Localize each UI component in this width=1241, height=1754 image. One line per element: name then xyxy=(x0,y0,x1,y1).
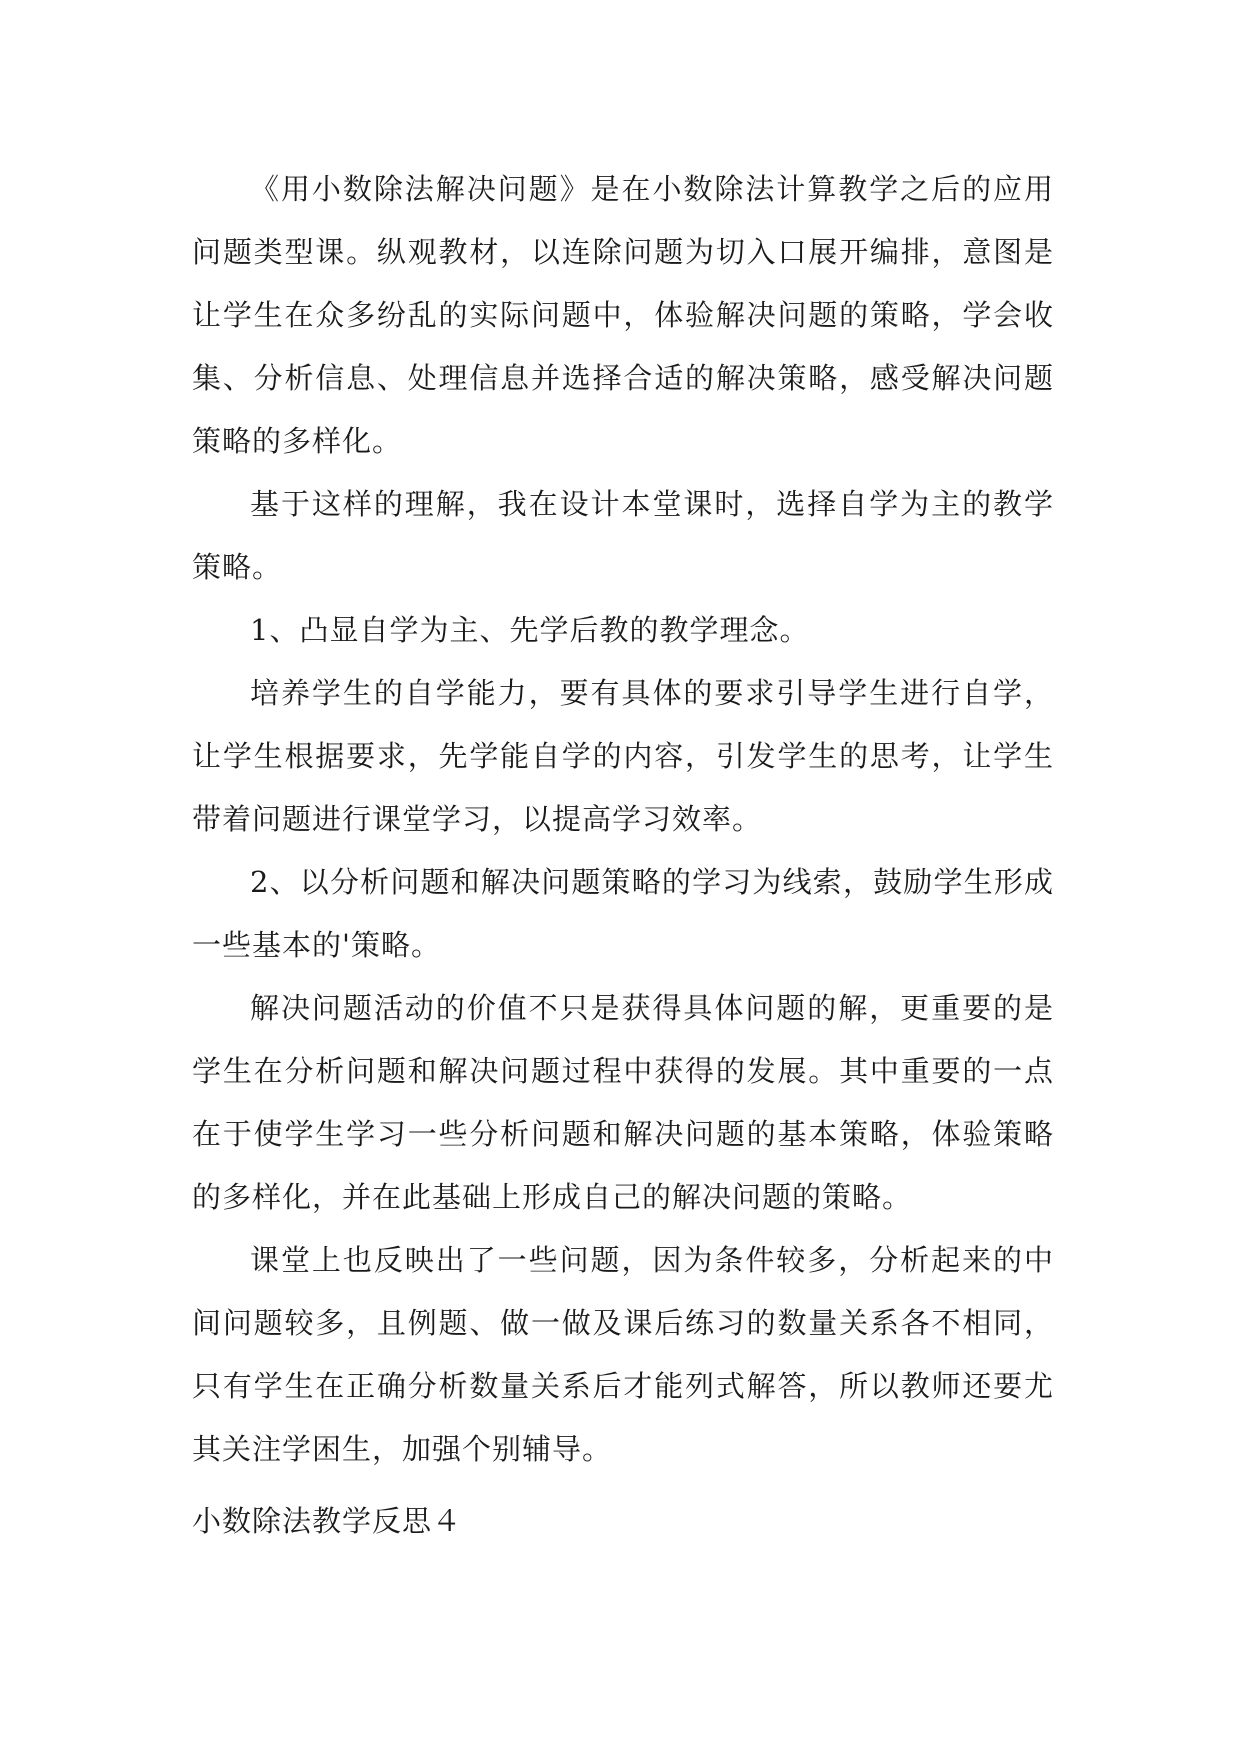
paragraph-5: 2、以分析问题和解决问题策略的学习为线索，鼓励学生形成一些基本的'策略。 xyxy=(192,865,1054,962)
paragraph-1: 《用小数除法解决问题》是在小数除法计算教学之后的应用问题类型课。纵观教材，以连除问题为切入口展开编排，意图是让学生在众多纷乱的实际问题中，体验解决问题的策略，学会收集、分析信息、处理信息并选择合适的解决策略，感受解决问题策略的多样化。 xyxy=(192,172,1054,458)
paragraph-4: 培养学生的自学能力，要有具体的要求引导学生进行自学，让学生根据要求，先学能自学的内容，引发学生的思考，让学生带着问题进行课堂学习，以提高学习效率。 xyxy=(192,676,1054,836)
paragraph-3: 1、凸显自学为主、先学后教的教学理念。 xyxy=(250,613,810,647)
paragraph-2: 基于这样的理解，我在设计本堂课时，选择自学为主的教学策略。 xyxy=(192,487,1054,584)
section-title: 小数除法教学反思４ xyxy=(192,1504,463,1538)
document-body xyxy=(192,158,1054,1481)
paragraph-6: 解决问题活动的价值不只是获得具体问题的解，更重要的是学生在分析问题和解决问题过程中获得的发展。其中重要的一点在于使学生学习一些分析问题和解决问题的基本策略，体验策略的多样化，并在此基础上形成自己的解决问题的策略。 xyxy=(192,991,1054,1214)
paragraph-7: 课堂上也反映出了一些问题，因为条件较多，分析起来的中间问题较多，且例题、做一做及课后练习的数量关系各不相同，只有学生在正确分析数量关系后才能列式解答，所以教师还要尤其关注学困生，加强个别辅导。 xyxy=(192,1243,1054,1466)
